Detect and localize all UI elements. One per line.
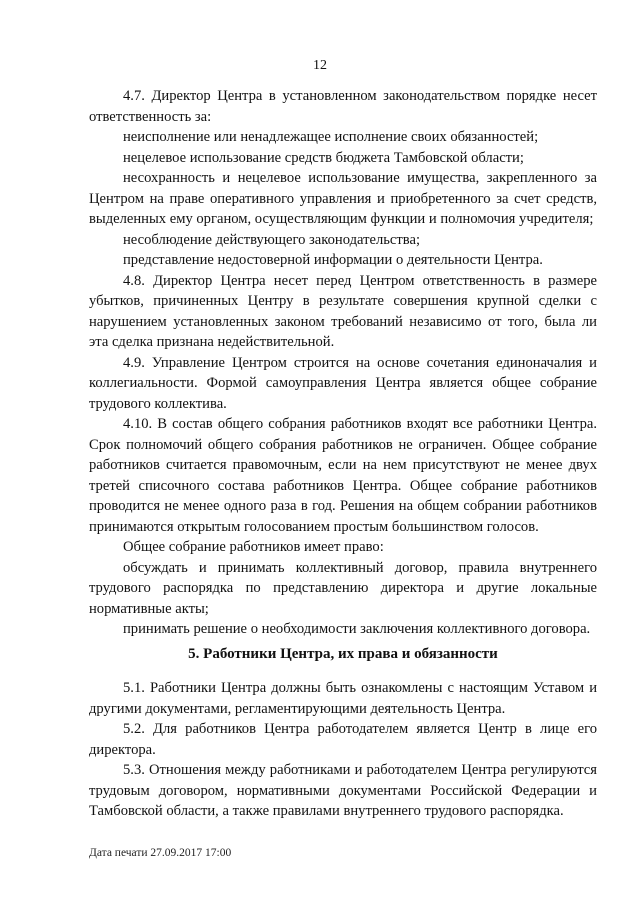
- paragraph: 5.2. Для работников Центра работодателем является Центр в лице его директора.: [89, 721, 597, 758]
- page-number: 12: [313, 58, 327, 73]
- paragraph: несохранность и нецелевое использование имущества, закрепленного за Центром на праве оперативного управления и приобретенного за счет средств, выделенных ему органом, осуществляющим функции и полномочия учредителя;: [89, 170, 597, 227]
- paragraph: 4.7. Директор Центра в установленном законодательством порядке несет ответственность за:: [89, 88, 597, 125]
- paragraph: представление недостоверной информации о деятельности Центра.: [123, 252, 543, 268]
- paragraph: 4.9. Управление Центром строится на основе сочетания единоначалия и коллегиальности. Формой самоуправления Центра является общее собрание трудового коллектива.: [89, 354, 597, 412]
- paragraph: принимать решение о необходимости заключения коллективного договора.: [123, 621, 591, 637]
- paragraph: 4.10. В состав общего собрания работников входят все работники Центра. Срок полномочий общего собрания работников не ограничен. Общее собрание работников считается правомочным, если на нем присутствуют не менее двух третей списочного состава работников Центра. Общее собрание работников проводится не менее одного раза в год. Решения на общем собрании работников принимаются открытым голосованием простым большинством голосов.: [89, 416, 597, 535]
- paragraph: нецелевое использование средств бюджета Тамбовской области;: [123, 149, 524, 166]
- paragraph: несоблюдение действующего законодательства;: [123, 231, 420, 248]
- paragraph: 5.3. Отношения между работниками и работодателем Центра регулируются трудовым договором, нормативными документами Российской Федерации и Тамбовской области, а также правилами внутреннего трудового распорядка.: [89, 762, 597, 819]
- paragraph: 4.8. Директор Центра несет перед Центром ответственность в размере убытков, причиненных Центру в результате совершения крупной сделки с нарушением установленных законом требований независимо от того, была ли эта сделка признана недействительной.: [89, 272, 597, 350]
- paragraph: неисполнение или ненадлежащее исполнение своих обязанностей;: [123, 129, 539, 145]
- paragraph: 5.1. Работники Центра должны быть ознакомлены с настоящим Уставом и другими документами, регламентирующими деятельность Центра.: [89, 680, 597, 717]
- document-body: [89, 86, 597, 822]
- print-date-footer: Дата печати 27.09.2017 17:00: [89, 847, 232, 859]
- paragraph: Общее собрание работников имеет право:: [123, 539, 384, 555]
- section-heading: 5. Работники Центра, их права и обязанности: [188, 645, 498, 662]
- paragraph: обсуждать и принимать коллективный договор, правила внутреннего трудового распорядка по представлению директора и другие локальные нормативные акты;: [89, 559, 597, 617]
